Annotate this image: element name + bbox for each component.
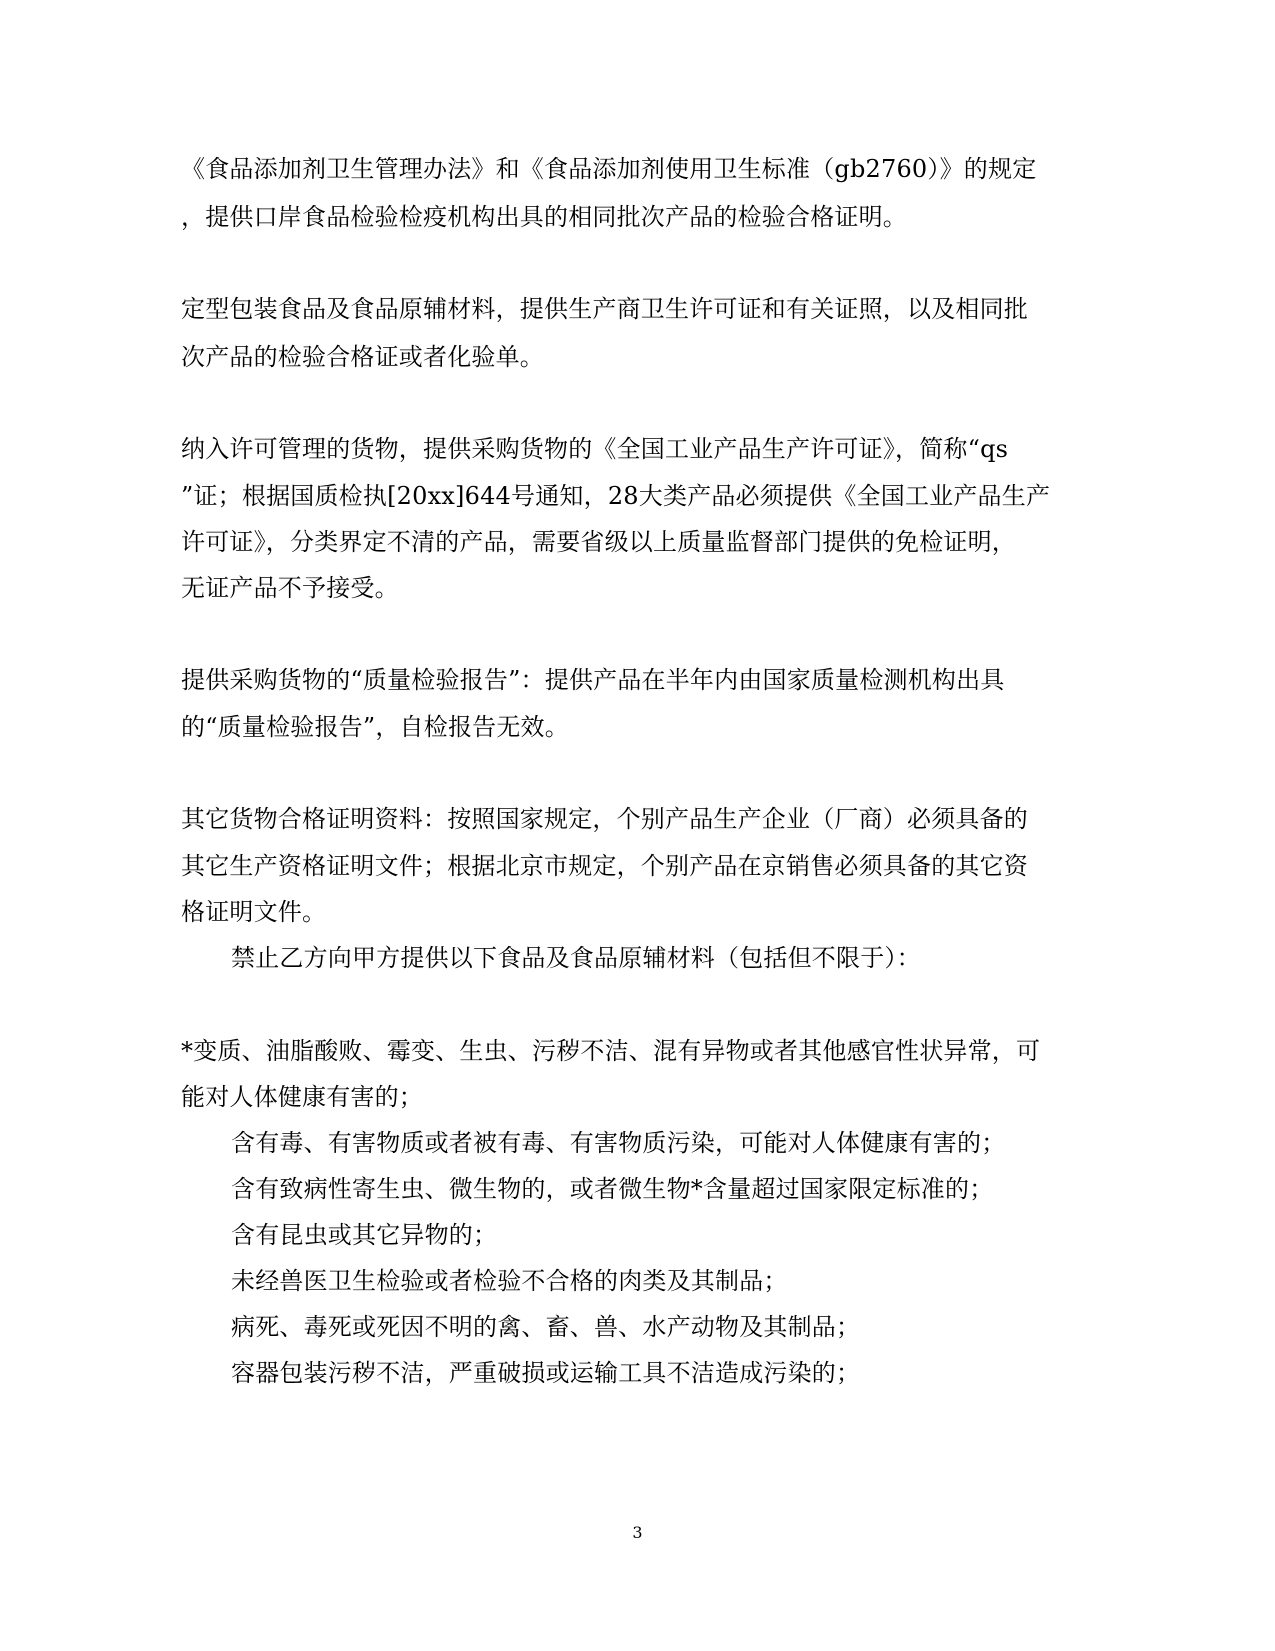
- text-line: 格证明文件。: [181, 898, 327, 926]
- text-line: 的“质量检验报告”，自检报告无效。: [181, 713, 569, 741]
- text-line: 能对人体健康有害的；: [181, 1083, 423, 1111]
- text-line: 禁止乙方向甲方提供以下食品及食品原辅材料（包括但不限于）：: [231, 944, 921, 972]
- text-line: 许可证》，分类界定不清的产品，需要省级以上质量监督部门提供的免检证明，: [181, 528, 1016, 556]
- page-number: 3: [632, 1523, 643, 1542]
- text-line: 含有毒、有害物质或者被有毒、有害物质污染，可能对人体健康有害的；: [231, 1129, 1006, 1157]
- text-line: 无证产品不予接受。: [181, 574, 399, 602]
- text-line: 其它生产资格证明文件；根据北京市规定，个别产品在京销售必须具备的其它资: [181, 852, 1028, 880]
- text-line: 容器包装污秽不洁，严重破损或运输工具不洁造成污染的；: [231, 1359, 861, 1387]
- text-line: 纳入许可管理的货物，提供采购货物的《全国工业产品生产许可证》，简称“qs: [181, 435, 1009, 463]
- text-line: 提供采购货物的“质量检验报告”：提供产品在半年内由国家质量检测机构出具: [181, 666, 1005, 694]
- text-line: 《食品添加剂卫生管理办法》和《食品添加剂使用卫生标准（gb2760）》的规定: [181, 155, 1037, 183]
- text-line: 含有致病性寄生虫、微生物的，或者微生物*含量超过国家限定标准的；: [231, 1175, 994, 1203]
- text-line: 未经兽医卫生检验或者检验不合格的肉类及其制品；: [231, 1267, 788, 1295]
- text-line: 其它货物合格证明资料：按照国家规定，个别产品生产企业（厂商）必须具备的: [181, 805, 1028, 833]
- text-line: 含有昆虫或其它异物的；: [231, 1221, 498, 1249]
- text-line: 定型包装食品及食品原辅材料，提供生产商卫生许可证和有关证照，以及相同批: [181, 295, 1028, 323]
- text-line: 次产品的检验合格证或者化验单。: [181, 343, 544, 371]
- text-line: ”证；根据国质检执[20xx]644号通知，28大类产品必须提供《全国工业产品生产: [181, 482, 1051, 510]
- text-line: 病死、毒死或死因不明的禽、畜、兽、水产动物及其制品；: [231, 1313, 861, 1341]
- text-line: ，提供口岸食品检验检疫机构出具的相同批次产品的检验合格证明。: [181, 203, 907, 231]
- text-line: *变质、油脂酸败、霉变、生虫、污秽不洁、混有异物或者其他感官性状异常，可: [181, 1037, 1041, 1065]
